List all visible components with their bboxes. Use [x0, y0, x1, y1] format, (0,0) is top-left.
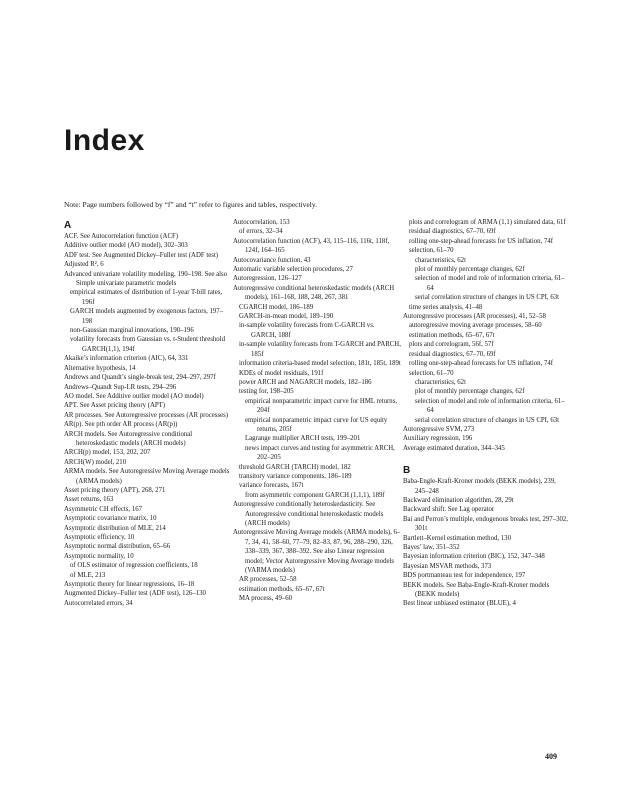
index-entry: ARMA models. See Autoregressive Moving Average models (ARMA models) — [64, 468, 230, 485]
index-subentry: selection, 61–70 — [409, 369, 454, 377]
index-entry: Andrews and Quandt’s single-break test, 294–297, 297f — [64, 374, 216, 382]
index-subentry: transitory variance components, 186–189 — [239, 472, 352, 480]
index-subentry: serial correlation structure of changes in US CPI, 63t — [415, 416, 560, 424]
index-entry: Asymptotic theory for linear regressions, 16–18 — [64, 581, 195, 589]
index-subentry: testing for, 198–205 — [239, 388, 294, 396]
index-entry: Autocorrelation, 153 — [233, 219, 290, 226]
index-subentry: rolling one-step-ahead forecasts for US inflation, 74f — [409, 360, 554, 368]
index-entry: Andrews–Quandt Sup-LR tests, 294–296 — [64, 383, 177, 391]
index-entry: Backward shift. See Lag operator — [403, 506, 495, 514]
index-column-3 — [403, 218, 571, 609]
index-entry: Best linear unbiased estimator (BLUE), 4 — [403, 600, 516, 608]
index-entry: Asymptotic distribution of MLE, 214 — [64, 524, 166, 532]
index-subentry: estimation methods, 65–67, 67t — [239, 585, 325, 593]
index-subentry: residual diagnostics, 67–70, 69f — [409, 228, 496, 236]
index-subentry: of errors, 32–34 — [239, 228, 283, 236]
index-entry: Baba-Engle-Kraft-Kroner models (BEKK models), 239, 245–248 — [403, 478, 556, 495]
index-entry: Autoregressive processes (AR processes), 41, 52–58 — [403, 313, 546, 321]
index-entry: Augmented Dickey–Fuller test (ADF test), 126–130 — [64, 590, 206, 598]
index-subentry: Lagrange multiplier ARCH tests, 199–201 — [245, 435, 361, 443]
index-subentry: in-sample volatility forecasts from T-GARCH and PARCH, 185f — [239, 341, 401, 358]
index-subentry: volatility forecasts from Gaussian vs. t-Student threshold GARCH(1,1), 194f — [70, 336, 225, 353]
index-section-letter: B — [403, 465, 411, 477]
index-subentry: information criteria-based model selection, 181t, 185t, 189t — [239, 360, 401, 368]
index-entry: Asset returns, 163 — [64, 496, 114, 504]
index-subentry: GARCH-in-mean model, 189–190 — [239, 313, 334, 321]
index-entry: Autoregressive Moving Average models (ARMA models), 6–7, 34, 41, 58–60, 77–79, 82–83, 87, 96, 288–290, 326, 338–339, 367, 388–392. See also Linear regression model; Vector Autoregressive Moving Average models (VARMA models) — [233, 529, 401, 575]
index-entry: Autoregressive conditional heteroskedastic models (ARCH models), 161–168, 188, 248, 267, 381 — [233, 284, 395, 302]
index-subentry: selection, 61–70 — [409, 247, 454, 255]
index-entry: Asset pricing theory (APT), 268, 271 — [64, 486, 166, 494]
index-entry: Autocorrelated errors, 34 — [64, 599, 133, 607]
index-entry: AO model. See Additive outlier model (AO model) — [64, 392, 204, 400]
index-subentry: characteristics, 62t — [415, 256, 466, 264]
index-entry: AR processes. See Autoregressive processes (AR processes) — [64, 411, 229, 419]
index-subentry: plot of monthly percentage changes, 62f — [415, 266, 525, 274]
index-subentry: of OLS estimator of regression coefficients, 18 — [70, 562, 198, 570]
index-entry: Bayes’ law, 351–352 — [403, 544, 460, 551]
index-subentry: from asymmetric component GARCH (1,1,1), 189f — [245, 491, 385, 499]
index-entry: BDS portmanteau test for independence, 197 — [403, 572, 526, 580]
index-entry: Autoregressive SVM, 273 — [403, 425, 475, 433]
index-entry: ARCH(p) model, 153, 202, 207 — [64, 449, 151, 457]
index-column-1 — [64, 218, 232, 608]
index-entry: Asymptotic covariance matrix, 10 — [64, 515, 157, 523]
index-subentry: autoregressive moving average processes, 58–60 — [409, 322, 542, 330]
index-entry: Bartlett–Kernel estimation method, 130 — [403, 534, 511, 542]
index-subentry: non-Gaussian marginal innovations, 190–196 — [70, 327, 194, 335]
index-subentry: empirical nonparametric impact curve for US equity returns, 205f — [245, 416, 388, 433]
page-number: 409 — [545, 752, 557, 761]
page-title: Index — [64, 124, 145, 157]
index-entry: Average estimated duration, 344–345 — [403, 444, 505, 452]
index-entry: Asymmetric CH effects, 167 — [64, 505, 143, 513]
index-entry: APT. See Asset pricing theory (APT) — [64, 402, 166, 410]
index-subentry: plots and correlogram of ARMA (1,1) simulated data, 61f — [409, 219, 566, 226]
index-section-letter: A — [64, 220, 72, 231]
index-subentry: GARCH models augmented by exogenous factors, 197–198 — [70, 308, 224, 325]
index-entry: Alternative hypothesis, 14 — [64, 364, 136, 372]
index-subentry: news impact curves and testing for asymmetric ARCH, 202–205 — [245, 444, 395, 462]
index-subentry: selection of model and role of information criteria, 61–64 — [415, 275, 565, 292]
index-subentry: empirical estimates of distribution of 1-year T-bill rates, 196f — [70, 289, 223, 306]
index-entry: ARCH models. See Autoregressive conditional heteroskedastic models (ARCH models) — [64, 430, 193, 447]
index-entry: Backward elimination algorithm, 28, 29t — [403, 496, 514, 504]
index-entry: Adjusted R², 6 — [64, 261, 104, 269]
index-entry: Asymptotic normal distribution, 65–66 — [64, 543, 171, 551]
index-entry: Advanced univariate volatility modeling, 190–198. See also Simple univariate parametric models — [64, 270, 228, 288]
index-subentry: of MLE, 213 — [70, 571, 106, 579]
index-entry: Bai and Perron’s multiple, endogenous breaks test, 297–302, 301t — [403, 515, 568, 533]
index-entry: Akaike’s information criterion (AIC), 64, 331 — [64, 355, 189, 363]
index-subentry: in-sample volatility forecasts from C-GARCH vs. GARCH, 188f — [239, 322, 375, 339]
index-column-2 — [233, 218, 401, 604]
index-entry: Asymptotic efficiency, 10 — [64, 534, 135, 541]
index-entry: Autocorrelation function (ACF), 43, 115–116, 116t, 118f, 124f, 164–165 — [233, 237, 390, 255]
index-subentry: plots and correlogram, 56f, 57f — [409, 341, 494, 349]
index-entry: Bayesian information criterion (BIC), 152, 347–348 — [403, 553, 545, 561]
index-subentry: variance forecasts, 167t — [239, 482, 304, 490]
index-entry: Autoregression, 126–127 — [233, 275, 302, 283]
index-subentry: time series analysis, 41–48 — [409, 303, 483, 311]
index-entry: BEKK models. See Baba-Engle-Kraft-Kroner models (BEKK models) — [403, 581, 550, 599]
index-subentry: plot of monthly percentage changes, 62f — [415, 388, 525, 396]
index-entry: ARCH(W) model, 210 — [64, 458, 127, 466]
index-subentry: MA process, 49–60 — [239, 595, 293, 603]
index-subentry: power ARCH and NAGARCH models, 182–186 — [239, 378, 372, 386]
index-entry: Automatic variable selection procedures, 27 — [233, 266, 353, 274]
index-subentry: AR processes, 52–58 — [239, 576, 297, 584]
index-entry: Autocovariance function, 43 — [233, 256, 311, 264]
index-subentry: rolling one-step-ahead forecasts for US inflation, 74f — [409, 237, 554, 245]
index-subentry: characteristics, 62t — [415, 378, 466, 386]
index-entry: Asymptotic normality, 10 — [64, 552, 134, 560]
index-subentry: serial correlation structure of changes in US CPI, 63t — [415, 294, 560, 302]
index-subentry: estimation methods, 65–67, 67t — [409, 331, 495, 339]
index-subentry: selection of model and role of information criteria, 61–64 — [415, 397, 565, 415]
index-entry: Autoregressive conditionally heteroskedasticity. See Autoregressive conditional heteroskedastic models (ARCH models) — [233, 501, 384, 527]
index-entry: Auxiliary regression, 196 — [403, 435, 473, 443]
index-note: Note: Page numbers followed by “f” and “t” refer to figures and tables, respectively. — [64, 200, 317, 209]
index-subentry: threshold GARCH (TARCH) model, 182 — [239, 463, 351, 471]
index-entry: Additive outlier model (AO model), 302–303 — [64, 242, 188, 250]
index-subentry: empirical nonparametric impact curve for HML returns, 204f — [245, 397, 398, 415]
index-entry: ADF test. See Augmented Dickey–Fuller test (ADF test) — [64, 251, 219, 259]
index-entry: ACF. See Autocorrelation function (ACF) — [64, 233, 179, 240]
index-entry: Bayesian MSVAR methods, 373 — [403, 562, 492, 570]
index-subentry: KDEs of model residuals, 191f — [239, 369, 324, 377]
index-entry: AR(p). See pth order AR process (AR(p)) — [64, 421, 178, 429]
index-subentry: residual diagnostics, 67–70, 69f — [409, 350, 496, 358]
index-subentry: CGARCH model, 186–189 — [239, 303, 314, 311]
